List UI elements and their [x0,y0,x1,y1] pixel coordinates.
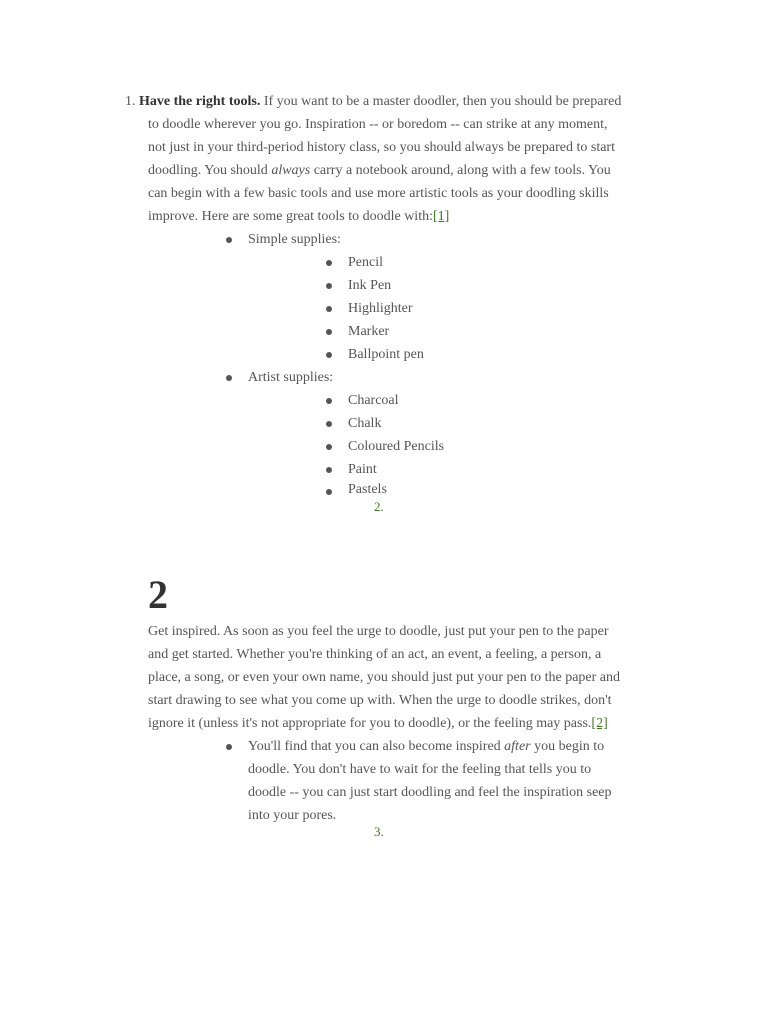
step1-reference-link[interactable]: [1] [432,209,450,224]
step2-line1 [148,622,609,642]
bullet-icon [326,306,332,312]
bullet-icon [326,489,332,495]
bullet-icon [326,260,332,266]
step2-bullet-a: You'll find that you can also become inspired [248,739,505,754]
step2-bullet-b: you begin to [530,739,605,754]
step3-marker: 3. [374,824,384,839]
bullet-icon [326,421,332,427]
step2-bullet-line2: doodle. You don't have to wait for the feeling that tells you to [248,762,592,777]
step2-line5 [148,714,608,734]
simple-supplies-label: Simple supplies: [248,232,341,247]
list-item: Ink Pen [348,278,392,293]
bullet-icon [326,398,332,404]
step2-line5-text: ignore it (unless it's not appropriate for you to doodle), or the feeling may pass. [148,716,592,731]
step2-bullet-em: after [504,739,531,754]
list-item: Chalk [348,416,382,431]
step2-line3: place, a song, or even your own name, you should just put your pen to the paper and [148,670,621,685]
step1-title: Have the right tools. [139,94,261,109]
bullet-icon [326,283,332,289]
list-item: Pencil [348,255,383,270]
list-item: Marker [348,324,390,339]
list-item: Paint [348,462,377,477]
bullet-icon [326,352,332,358]
step2-heading: 2 [148,572,168,617]
step2-marker: 2. [374,499,384,514]
step1-line6 [148,207,449,227]
step1-line2: to doodle wherever you go. Inspiration -- or boredom -- can strike at any moment, [148,117,608,132]
bullet-icon [326,467,332,473]
step1-line4-a: doodling. You should [148,163,272,178]
bullet-icon [226,237,232,243]
list-item: Ballpoint pen [348,347,424,362]
step1-line3: not just in your third-period history class, so you should always be prepared to start [148,140,615,155]
bullet-icon [326,329,332,335]
list-item: Coloured Pencils [348,439,445,454]
step2-line2: and get started. Whether you're thinking of an act, an event, a feeling, a person, a [148,647,602,662]
step2-bullet-line1 [248,737,604,757]
step2-line4: start drawing to see what you come up with. When the urge to doodle strikes, don't [148,693,612,708]
step2-title: Get inspired [148,624,217,639]
step1-line5: can begin with a few basic tools and use more artistic tools as your doodling skills [148,186,609,201]
step1-line4-b: carry a notebook around, along with a few tools. You [310,163,611,178]
bullet-icon [226,375,232,381]
step1-line1 [125,92,621,112]
list-item: Charcoal [348,393,399,408]
step1-line4 [148,161,611,181]
list-item: Pastels [348,482,387,497]
step1-number: 1. [125,94,136,109]
list-item: Highlighter [348,301,413,316]
step1-line6-text: improve. Here are some great tools to doodle with: [148,209,433,224]
step2-reference-link[interactable]: [2] [591,716,608,731]
step2-bullet-line4: into your pores. [248,808,337,823]
step1-line1-rest: If you want to be a master doodler, then you should be prepared [260,94,622,109]
bullet-icon [226,744,232,750]
step2-bullet-line3: doodle -- you can just start doodling and feel the inspiration seep [248,785,612,800]
step2-line1-rest: . As soon as you feel the urge to doodle, just put your pen to the paper [216,624,609,639]
bullet-icon [326,444,332,450]
step1-line4-em: always [271,163,311,178]
artist-supplies-label: Artist supplies: [248,370,334,385]
